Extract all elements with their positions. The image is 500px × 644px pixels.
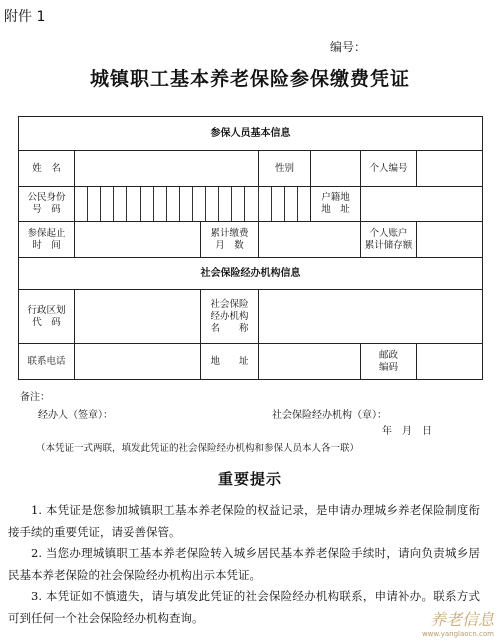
section-agency-info: 社会保险经办机构信息 [19, 258, 483, 290]
value-months[interactable] [259, 222, 361, 258]
tip-item: 2. 当您办理城镇职工基本养老保险转入城乡居民基本养老保险手续时，请向负责城乡居民基本养老保险的社会保险经办机构出示本凭证。 [8, 546, 480, 582]
value-household-address[interactable] [361, 187, 483, 222]
value-id-number[interactable] [75, 187, 311, 222]
label-account-balance: 个人账户 累计储存额 [361, 222, 417, 258]
label-household-address: 户籍地 地 址 [311, 187, 361, 222]
value-account-balance[interactable] [417, 222, 483, 258]
label-id-number: 公民身份 号 码 [19, 187, 75, 222]
value-address[interactable] [259, 344, 361, 380]
watermark-text: 养老信息 [429, 610, 494, 629]
label-start-end-time: 参保起止 时 间 [19, 222, 75, 258]
value-personal-number[interactable] [417, 151, 483, 187]
page-title: 城镇职工基本养老保险参保缴费凭证 [89, 68, 410, 90]
section-insured-info: 参保人员基本信息 [19, 117, 483, 151]
label-name: 姓 名 [19, 151, 75, 187]
label-agency-name: 社会保险 经办机构 名 称 [201, 290, 259, 344]
value-admin-code[interactable] [75, 290, 201, 344]
label-admin-code: 行政区划 代 码 [19, 290, 75, 344]
watermark-url: www.yanglaocn.com [421, 630, 494, 638]
watermark-logo [422, 607, 494, 638]
important-tips [8, 500, 480, 629]
date-label: 年 月 日 [382, 426, 432, 437]
label-postcode: 邮政 编码 [361, 344, 417, 380]
label-months: 累计缴费 月 数 [201, 222, 259, 258]
value-name[interactable] [75, 151, 259, 187]
important-tips-title: 重要提示 [217, 470, 282, 488]
tip-item: 3. 本凭证如不慎遗失，请与填发此凭证的社会保险经办机构联系，申请补办。联系方式可到任何一个社会保险经办机构查询。 [8, 589, 480, 625]
value-phone[interactable] [75, 344, 201, 380]
serial-number-label: 编号： [330, 40, 367, 54]
label-phone: 联系电话 [19, 344, 75, 380]
label-gender: 性别 [259, 151, 311, 187]
certificate-table [18, 116, 483, 380]
copies-note: （本凭证一式两联，填发此凭证的社会保险经办机构和参保人员本人各一联） [36, 443, 360, 454]
value-postcode[interactable] [417, 344, 483, 380]
notes-label: 备注： [20, 392, 50, 403]
label-address: 地 址 [201, 344, 259, 380]
handler-signature-label: 经办人（签章）： [38, 410, 113, 421]
tip-item: 1. 本凭证是您参加城镇职工基本养老保险的权益记录，是申请办理城乡养老保险制度衔接手续的重要凭证，请妥善保管。 [8, 503, 480, 539]
value-start-end-time[interactable] [75, 222, 201, 258]
value-gender[interactable] [311, 151, 361, 187]
label-personal-number: 个人编号 [361, 151, 417, 187]
annex-label: 附件 1 [4, 9, 46, 25]
value-agency-name[interactable] [259, 290, 483, 344]
agency-seal-label: 社会保险经办机构（章）： [272, 410, 387, 421]
